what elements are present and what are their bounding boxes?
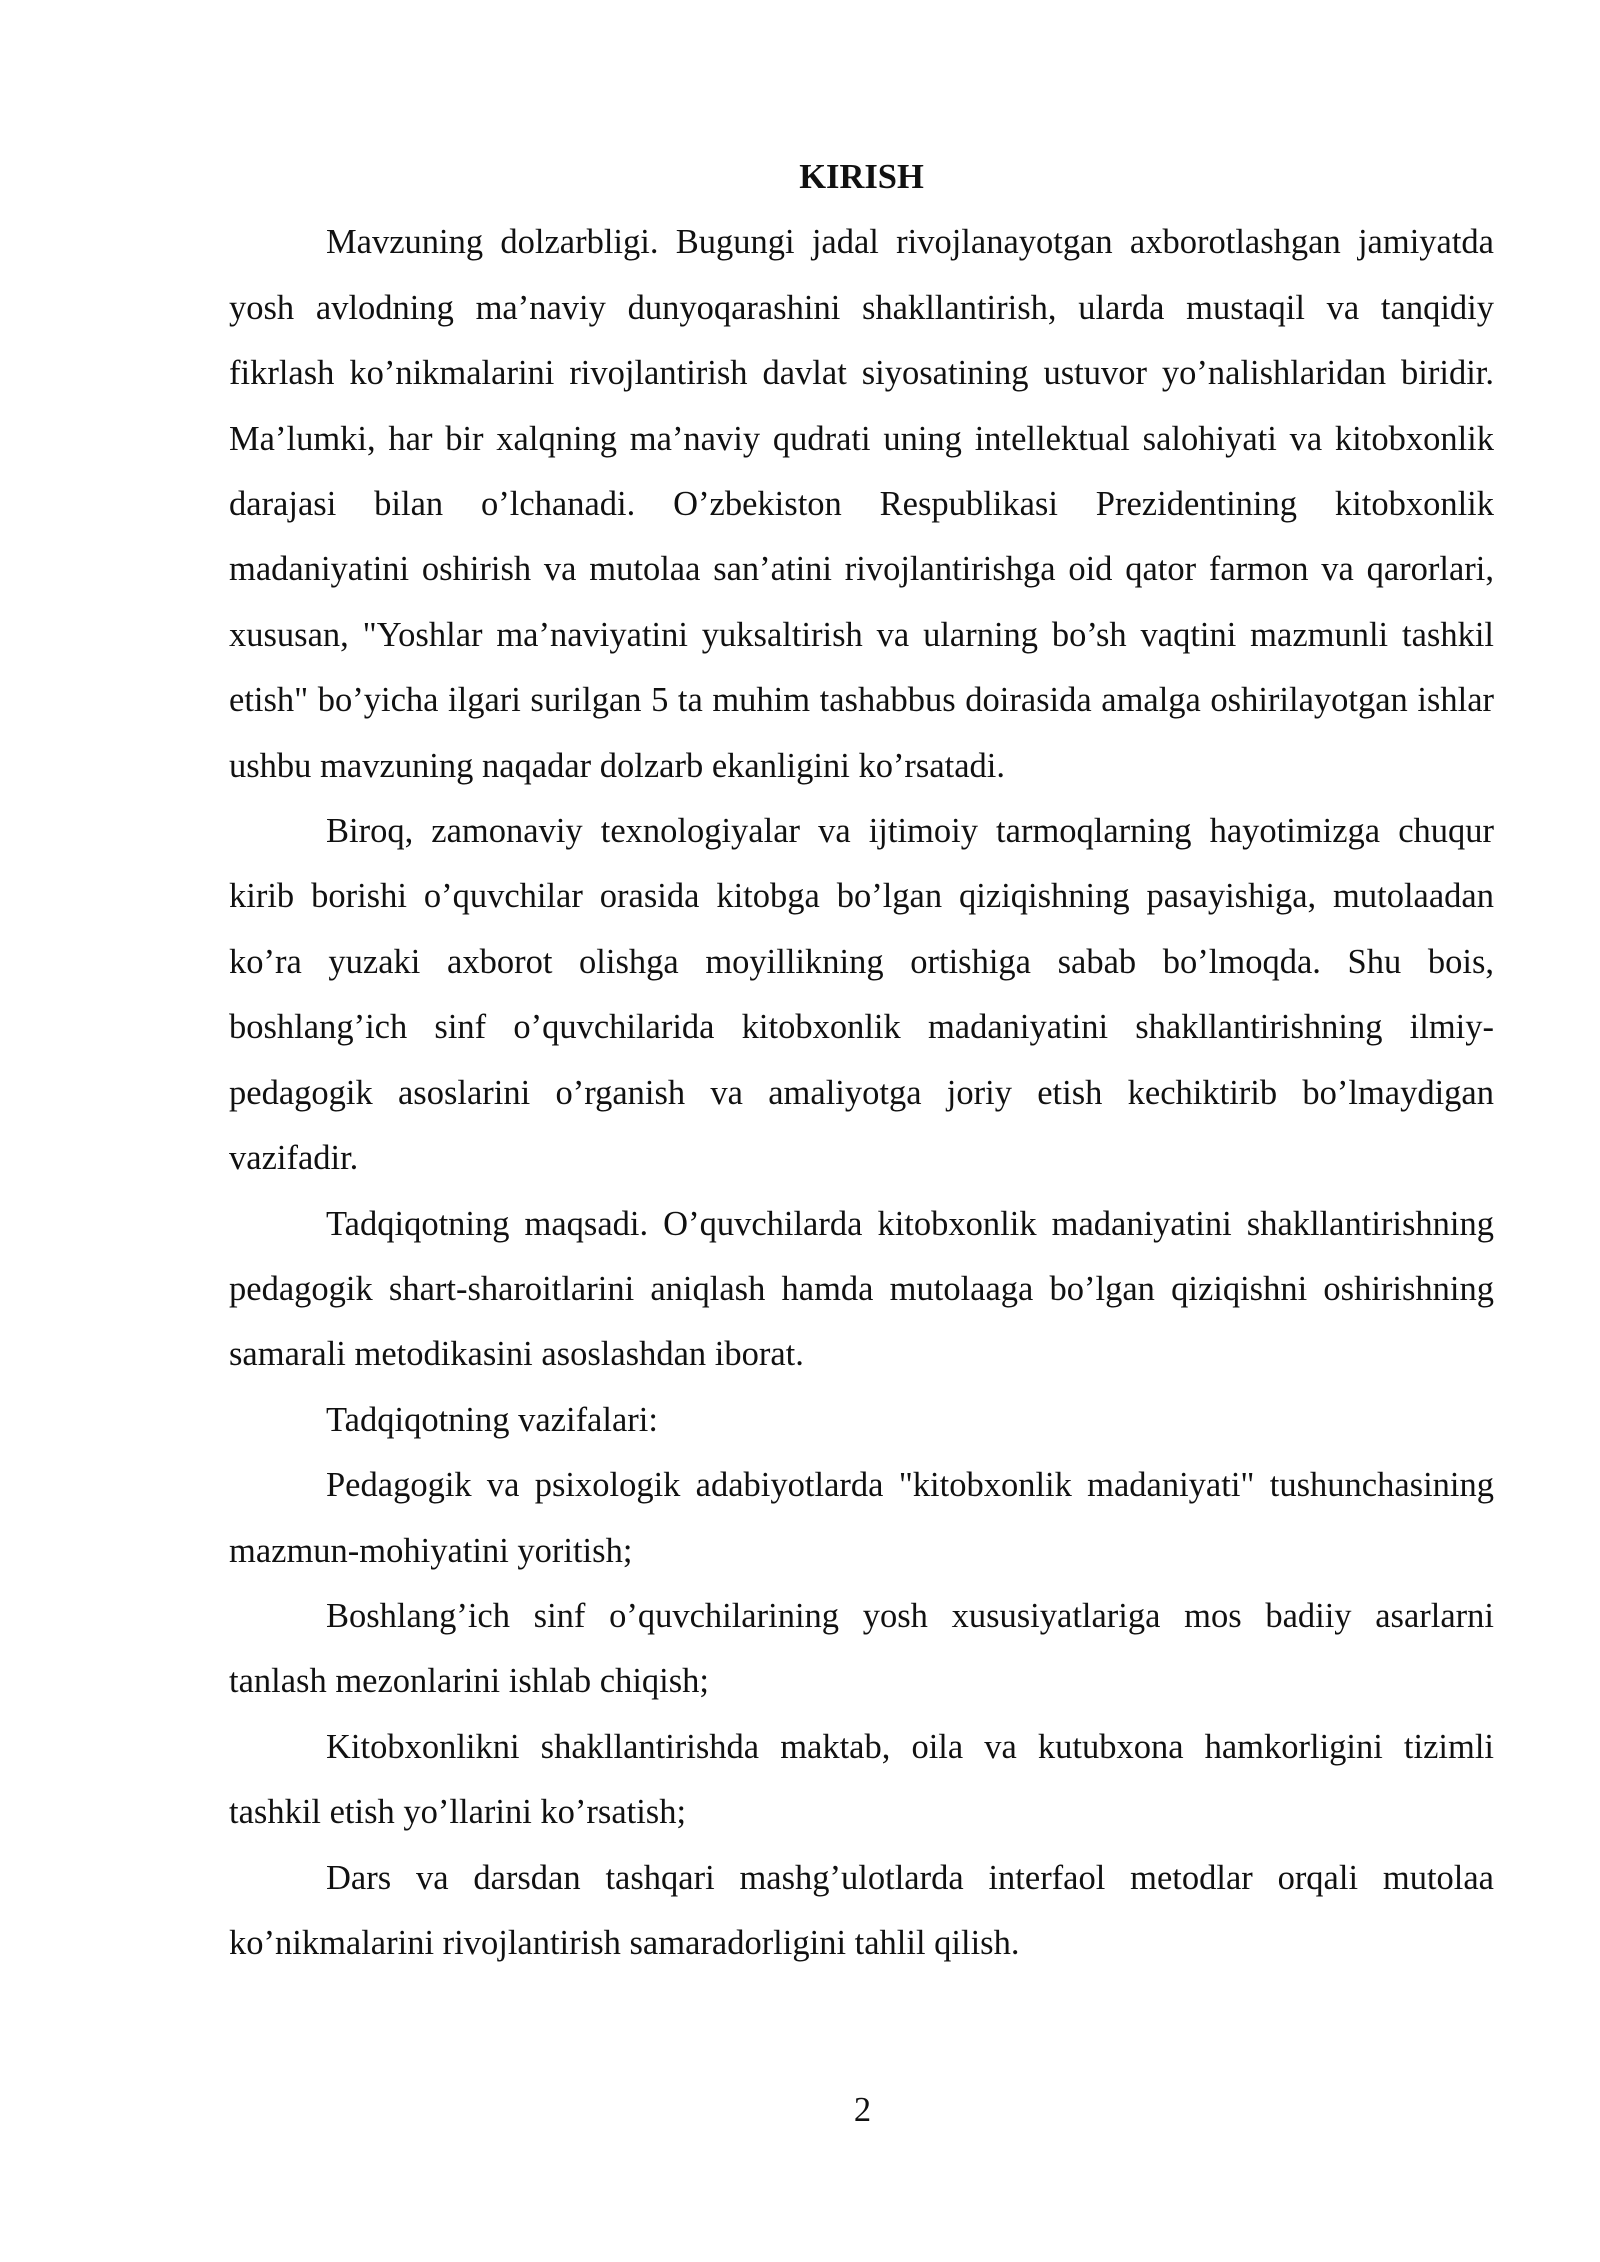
paragraph-task-3: Kitobxonlikni shakllantirishda maktab, oila va kutubxona hamkorligini tizimli tashkil etish yo’llarini ko’rsatish; [229,1727,1494,1832]
page-number: 2 [853,2091,872,2129]
paragraph-goal: Tadqiqotning maqsadi. O’quvchilarda kitobxonlik madaniyatini shakllantirishning pedagogik shart-sharoitlarini aniqlash hamda mutolaaga bo’lgan qiziqishni oshirishning samarali metodikasini asoslashdan iborat. [229,1204,1494,1374]
paragraph-task-1: Pedagogik va psixologik adabiyotlarda "kitobxonlik madaniyati" tushunchasining mazmun-mohiyatini yoritish; [229,1466,1494,1570]
paragraph-relevance: Mavzuning dolzarbligi. Bugungi jadal rivojlanayotgan axborotlashgan jamiyatda yosh avlodning ma’naviy dunyoqarashini shakllantirish, ularda mustaqil va tanqidiy fikrlash ko’nikmalarini rivojlantirish davlat siyosatining ustuvor yo’nalishlaridan biridir. Ma’lumki, har bir xalqning ma’naviy qudrati uning intellektual salohiyati va kitobxonlik darajasi bilan o’lchanadi. O’zbekiston Respublikasi Prezidentining kitobxonlik madaniyatini oshirish va mutolaa san’atini rivojlantirishga oid qator farmon va qarorlari, xususan, "Yoshlar ma’naviyatini yuksaltirish va ularning bo’sh vaqtini mazmunli tashkil etish" bo’yicha ilgari surilgan 5 ta muhim tashabbus doirasida amalga oshirilayotgan ishlar ushbu mavzuning naqadar dolzarb ekanligini ko’rsatadi. [229,223,1494,785]
paragraph-task-4: Dars va darsdan tashqari mashg’ulotlarda interfaol metodlar orqali mutolaa ko’nikmalarini rivojlantirish samaradorligini tahlil qilish. [229,1858,1494,1962]
paragraph-task-2: Boshlang’ich sinf o’quvchilarining yosh xususiyatlariga mos badiiy asarlarni tanlash mezonlarini ishlab chiqish; [229,1596,1494,1701]
paragraph-problem: Biroq, zamonaviy texnologiyalar va ijtimoiy tarmoqlarning hayotimizga chuqur kirib borishi o’quvchilar orasida kitobga bo’lgan qiziqishning pasayishiga, mutolaadan ko’ra yuzaki axborot olishga moyillikning ortishiga sabab bo’lmoqda. Shu bois, boshlang’ich sinf o’quvchilarida kitobxonlik madaniyatini shakllantirishning ilmiy-pedagogik asoslarini o’rganish va amaliyotga joriy etish kechiktirib bo’lmaydigan vazifadir. [229,812,1494,1178]
document-body [229,145,1494,1976]
paragraph-tasks-heading: Tadqiqotning vazifalari: [326,1400,658,1439]
page-title: KIRISH [799,158,924,196]
